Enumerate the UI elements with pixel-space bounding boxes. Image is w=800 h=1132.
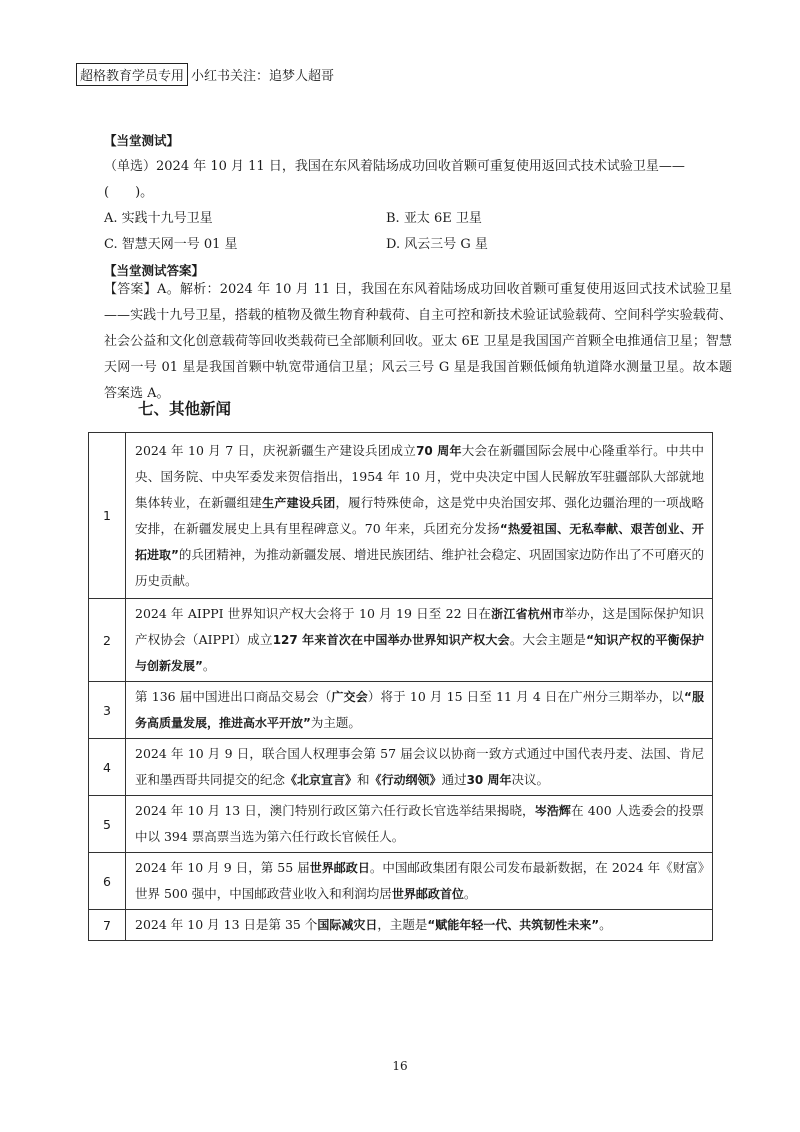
news-text: 2024 年 10 月 13 日，澳门特别行政区第六任行政长官选举结果揭晓，岑浩辉在 400 人选委会的投票中以 394 票高票当选为第六任行政长官候任人。 bbox=[126, 796, 713, 853]
row-number: 2 bbox=[89, 599, 126, 682]
quiz-question: （单选）2024 年 10 月 11 日，我国在东风着陆场成功回收首颗可重复使用返回式技术试验卫星——( )。 bbox=[104, 159, 685, 200]
news-text: 2024 年 10 月 9 日，第 55 届世界邮政日。中国邮政集团有限公司发布最新数据，在 2024 年《财富》世界 500 强中，中国邮政营业收入和利润均居世界邮政首位。 bbox=[126, 853, 713, 910]
news-text: 2024 年 10 月 7 日，庆祝新疆生产建设兵团成立70 周年大会在新疆国际会展中心隆重举行。中共中央、国务院、中央军委发来贺信指出，1954 年 10 月，党中央决定中国人民解放军驻疆部队大部就地集体转业，在新疆组建生产建设兵团，履行特殊使命，这是党中央治国安邦、强化边疆治理的一项战略安排，在新疆发展史上具有里程碑意义。70 年来，兵团充分发扬“热爱祖国、无私奉献、艰苦创业、开拓进取”的兵团精神，为推动新疆发展、增进民族团结、维护社会稳定、巩固国家边防作出了不可磨灭的历史贡献。 bbox=[126, 433, 713, 599]
table-row bbox=[89, 739, 713, 796]
row-number: 1 bbox=[89, 433, 126, 599]
row-number: 3 bbox=[89, 682, 126, 739]
row-number: 7 bbox=[89, 910, 126, 941]
page-header bbox=[76, 63, 334, 86]
header-boxed-label: 超格教育学员专用 bbox=[76, 63, 188, 86]
row-number: 4 bbox=[89, 739, 126, 796]
table-row bbox=[89, 433, 713, 599]
quiz-option-d: D. 风云三号 G 星 bbox=[386, 237, 488, 252]
answer-label: 【答案】 bbox=[104, 282, 158, 297]
page-number: 16 bbox=[392, 1059, 408, 1073]
quiz-option-c: C. 智慧天网一号 01 星 bbox=[104, 237, 238, 252]
answer-paragraph bbox=[104, 277, 732, 407]
row-number: 6 bbox=[89, 853, 126, 910]
section-title: 七、其他新闻 bbox=[138, 400, 232, 418]
row-number: 5 bbox=[89, 796, 126, 853]
answer-body: A。解析：2024 年 10 月 11 日，我国在东风着陆场成功回收首颗可重复使用返回式技术试验卫星——实践十九号卫星，搭载的植物及微生物育种载荷、自主可控和新技术验证试验载荷、空间科学实验载荷、社会公益和文化创意载荷等回收类载荷已全部顺利回收。亚太 6E 卫星是我国国产首颗全电推通信卫星；智慧天网一号 01 星是我国首颗中轨宽带通信卫星；风云三号 G 星是我国首颗低倾角轨道降水测量卫星。故本题答案选 A。 bbox=[104, 282, 732, 401]
table-row bbox=[89, 853, 713, 910]
table-row bbox=[89, 599, 713, 682]
table-row bbox=[89, 682, 713, 739]
header-follow-text: 小红书关注：追梦人超哥 bbox=[191, 69, 335, 84]
quiz-options-row-1 bbox=[104, 206, 732, 232]
quiz-options-row-2 bbox=[104, 232, 732, 258]
news-text: 2024 年 AIPPI 世界知识产权大会将于 10 月 19 日至 22 日在浙江省杭州市举办，这是国际保护知识产权协会（AIPPI）成立127 年来首次在中国举办世界知识产权大会。大会主题是“知识产权的平衡保护与创新发展”。 bbox=[126, 599, 713, 682]
quiz-option-a: A. 实践十九号卫星 bbox=[104, 211, 213, 226]
table-row bbox=[89, 796, 713, 853]
quiz-heading: 【当堂测试】 bbox=[104, 133, 180, 148]
quiz-option-b: B. 亚太 6E 卫星 bbox=[386, 211, 482, 226]
news-text: 2024 年 10 月 13 日是第 35 个国际减灾日，主题是“赋能年轻一代、共筑韧性未来”。 bbox=[126, 910, 713, 941]
quiz-section bbox=[104, 128, 732, 284]
answer-heading: 【当堂测试答案】 bbox=[104, 263, 205, 278]
news-table bbox=[88, 432, 713, 941]
table-row bbox=[89, 910, 713, 941]
news-text: 2024 年 10 月 9 日，联合国人权理事会第 57 届会议以协商一致方式通过中国代表丹麦、法国、肯尼亚和墨西哥共同提交的纪念《北京宣言》和《行动纲领》通过30 周年决议。 bbox=[126, 739, 713, 796]
news-text: 第 136 届中国进出口商品交易会（广交会）将于 10 月 15 日至 11 月 4 日在广州分三期举办，以“服务高质量发展，推进高水平开放”为主题。 bbox=[126, 682, 713, 739]
